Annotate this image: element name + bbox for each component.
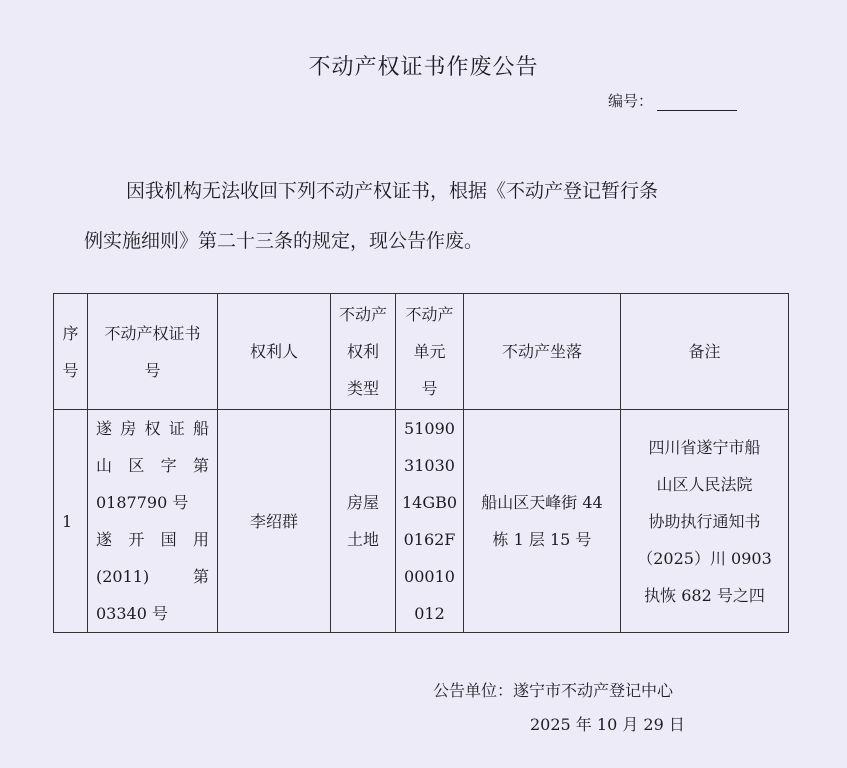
cell-line: 00010 <box>404 567 455 586</box>
header-cert-number <box>88 294 218 410</box>
issue-date: 2025 年 10 月 29 日 <box>530 715 685 734</box>
cell-seq: 1 <box>54 410 88 633</box>
number-label: 编号： <box>608 92 654 110</box>
cell-line: 号 <box>62 360 79 380</box>
cell-line: 船山区天峰街 44 <box>481 493 603 512</box>
table-header-row <box>54 294 789 410</box>
cell-line: (2011) 第 <box>96 567 209 586</box>
announcement-line-2: 例实施细则》第二十三条的规定，现公告作废。 <box>84 230 484 252</box>
cell-right-type <box>331 410 396 633</box>
header-seq <box>54 294 88 410</box>
cell-line: 遂房权证船 <box>96 419 209 438</box>
cell-line: 不动产 <box>405 305 454 324</box>
document-number <box>608 90 737 111</box>
cell-line: 号 <box>421 379 438 398</box>
cell-line: 0162F <box>403 530 456 549</box>
table-row <box>54 410 789 633</box>
cell-line: 类型 <box>346 379 379 398</box>
cell-location <box>464 410 621 633</box>
cell-line: 山区字第 <box>96 456 209 475</box>
cell-line: 不动产权证书 <box>104 323 201 343</box>
cell-line: 号 <box>144 360 161 380</box>
cell-line: 03340 号 <box>96 604 168 623</box>
issuing-unit: 公告单位：遂宁市不动产登记中心 <box>433 681 674 700</box>
cell-remark <box>621 410 789 633</box>
cell-line: 012 <box>414 604 445 623</box>
cell-line: 单元 <box>413 342 446 361</box>
cell-line: 51090 <box>404 419 455 438</box>
header-right-type <box>331 294 396 410</box>
page-title: 不动产权证书作废公告 <box>308 55 539 80</box>
cell-line: （2025）川 0903 <box>637 548 772 568</box>
cell-cert-number <box>88 410 218 633</box>
announcement-line-1: 因我机构无法收回下列不动产权证书，根据《不动产登记暂行条 <box>126 180 659 202</box>
header-holder <box>218 294 331 410</box>
cell-line: 执恢 682 号之四 <box>644 585 765 605</box>
header-unit-number <box>396 294 464 410</box>
cell-holder: 李绍群 <box>218 410 331 633</box>
cell-line: 房屋 <box>346 493 379 512</box>
cell-unit-number <box>396 410 464 633</box>
cell-line: 31030 <box>404 456 455 475</box>
cell-line: 土地 <box>346 530 379 549</box>
void-certificate-table <box>53 293 789 633</box>
cell-line: 山区人民法院 <box>656 474 753 494</box>
cell-line: 0187790 号 <box>96 493 189 512</box>
cell-line: 权利 <box>346 342 379 361</box>
cell-line: 协助执行通知书 <box>648 511 761 531</box>
cell-line: 权利人 <box>249 342 298 361</box>
cell-line: 栋 1 层 15 号 <box>492 530 592 549</box>
header-location <box>464 294 621 410</box>
header-remark <box>621 294 789 410</box>
cell-line: 不动产 <box>338 305 387 324</box>
cell-line: 备注 <box>688 342 721 361</box>
cell-line: 14GB0 <box>401 493 458 512</box>
cell-line: 四川省遂宁市船 <box>648 437 761 457</box>
number-blank <box>657 96 737 111</box>
cell-line: 遂开国用 <box>96 530 209 549</box>
cell-line: 序 <box>62 323 79 343</box>
cell-line: 不动产坐落 <box>501 342 582 361</box>
